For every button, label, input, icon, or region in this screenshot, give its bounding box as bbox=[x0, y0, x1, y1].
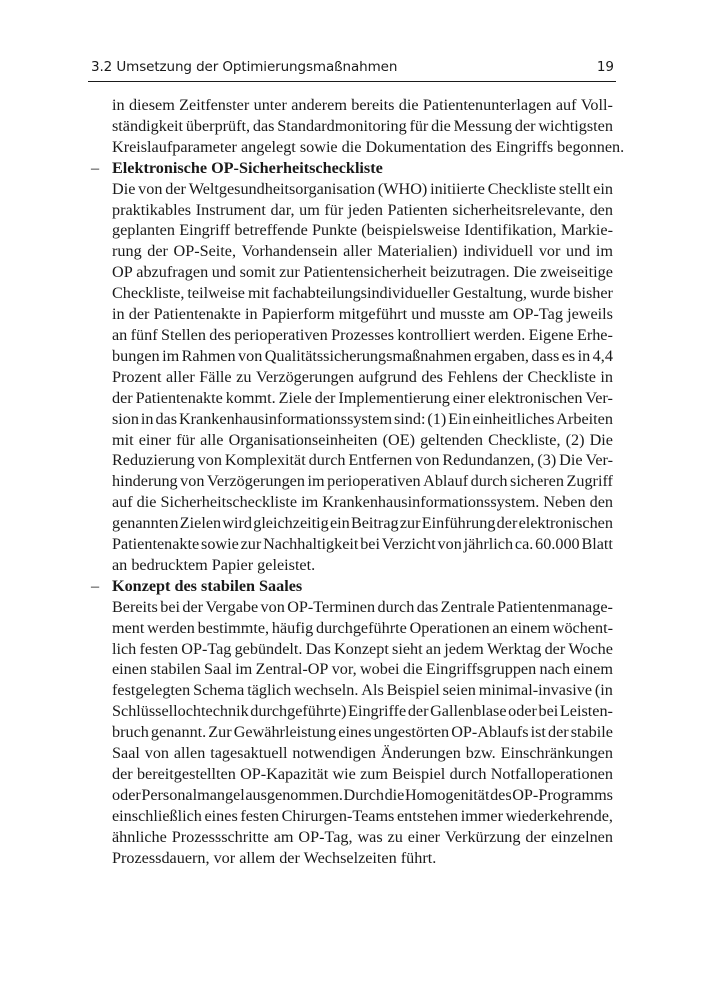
text-line: Bereits bei der Vergabe von OP-Terminen durch das Zentrale Patientenmanage- bbox=[112, 597, 613, 616]
bullet-item-heading bbox=[91, 158, 613, 179]
text-line: festgelegten Schema täglich wechseln. Als Beispiel seien minimal-invasive (in bbox=[112, 681, 613, 700]
bullet-item-paragraph bbox=[112, 597, 613, 869]
section-title: 3.2 Umsetzung der Optimierungsmaßnahmen bbox=[91, 59, 398, 75]
text-line: Prozent aller Fälle zu Verzögerungen aufgrund des Fehlens der Checkliste in bbox=[112, 367, 613, 386]
text-line: einschließlich eines festen Chirurgen-Teams entstehen immer wiederkehrende, bbox=[112, 806, 613, 825]
intro-paragraph bbox=[112, 95, 625, 158]
bullet-item-heading bbox=[91, 576, 613, 597]
bullet-dash: – bbox=[91, 576, 100, 595]
text-line: Saal von allen tagesaktuell notwendigen Änderungen bzw. Einschränkungen bbox=[112, 744, 613, 763]
bullet-list bbox=[91, 158, 613, 869]
text-line: Schlüssellochtechnik durchgeführte) Eingriffe der Gallenblase oder bei Leisten- bbox=[112, 702, 613, 721]
text-line: Die von der Weltgesundheitsorganisation (WHO) initiierte Checkliste stellt ein bbox=[112, 179, 613, 198]
text-line: praktikables Instrument dar, um für jeden Patienten sicherheitsrelevante, den bbox=[112, 200, 613, 219]
body-text bbox=[91, 95, 625, 869]
text-line: einen stabilen Saal im Zentral-OP vor, wobei die Eingriffsgruppen nach einem bbox=[112, 660, 613, 679]
bullet-item-title: Konzept des stabilen Saales bbox=[112, 576, 303, 595]
text-line: mit einer für alle Organisationseinheiten (OE) geltenden Checkliste, (2) Die bbox=[112, 430, 613, 449]
page-number: 19 bbox=[596, 59, 614, 75]
bullet-dash: – bbox=[91, 158, 100, 177]
text-line: der Patientenakte kommt. Ziele der Implementierung einer elektronischen Ver- bbox=[112, 388, 613, 407]
text-line: in diesem Zeitfenster unter anderem bereits die Patientenunterlagen auf Voll- bbox=[112, 96, 613, 114]
bullet-item-paragraph bbox=[112, 179, 613, 576]
text-line: geplanten Eingriff betreffende Punkte (beispielsweise Identifikation, Markie- bbox=[112, 221, 613, 240]
bullet-item bbox=[91, 576, 613, 869]
text-line: auf die Sicherheitscheckliste im Krankenhausinformationssystem. Neben den bbox=[112, 493, 613, 512]
text-line: OP abzufragen und somit zur Patientensicherheit beizutragen. Die zweiseitige bbox=[112, 263, 613, 282]
text-line: ment werden bestimmte, häufig durchgeführte Operationen an einem wöchent- bbox=[112, 618, 613, 637]
text-line: an fünf Stellen des perioperativen Prozesses kontrolliert werden. Eigene Erhe- bbox=[112, 325, 613, 344]
bullet-item-title: Elektronische OP-Sicherheitscheckliste bbox=[112, 158, 383, 177]
text-line: bungen im Rahmen von Qualitätssicherungsmaßnahmen ergaben, dass es in 4,4 bbox=[112, 346, 613, 365]
text-line: in der Patientenakte in Papierform mitgeführt und musste am OP-Tag jeweils bbox=[112, 305, 613, 324]
text-line: bruch genannt. Zur Gewährleistung eines ungestörten OP-Ablaufs ist der stabile bbox=[112, 723, 613, 742]
text-line: ähnliche Prozessschritte am OP-Tag, was zu einer Verkürzung der einzelnen bbox=[112, 827, 613, 846]
header-rule bbox=[88, 81, 616, 82]
text-line: sion in das Krankenhausinformationssystem sind: (1) Ein einheitliches Arbeiten bbox=[112, 409, 613, 428]
text-line: Reduzierung von Komplexität durch Entfernen von Redundanzen, (3) Die Ver- bbox=[112, 451, 613, 470]
bullet-item bbox=[91, 158, 613, 576]
text-line: hinderung von Verzögerungen im perioperativen Ablauf durch sicheren Zugriff bbox=[112, 472, 613, 491]
text-line: lich festen OP-Tag gebündelt. Das Konzept sieht an jedem Werktag der Woche bbox=[112, 639, 613, 658]
text-line: der bereitgestellten OP-Kapazität wie zum Beispiel durch Notfalloperationen bbox=[112, 765, 613, 783]
text-line: Patientenakte sowie zur Nachhaltigkeit bei Verzicht von jährlich ca. 60.000 Blatt bbox=[112, 535, 613, 554]
text-line: Checkliste, teilweise mit fachabteilungsindividueller Gestaltung, wurde bisher bbox=[112, 284, 613, 303]
text-line: an bedrucktem Papier geleistet. bbox=[112, 555, 316, 574]
text-line: Kreislaufparameter angelegt sowie die Dokumentation des Eingriffs begonnen. bbox=[112, 137, 625, 156]
text-line: Prozessdauern, vor allem der Wechselzeiten führt. bbox=[112, 848, 437, 867]
text-line: ständigkeit überprüft, das Standardmonitoring für die Messung der wichtigsten bbox=[112, 116, 613, 135]
running-header bbox=[88, 59, 616, 81]
text-line: genannten Zielen wird gleichzeitig ein Beitrag zur Einführung der elektronischen bbox=[112, 514, 613, 533]
text-line: rung der OP-Seite, Vorhandensein aller Materialien) individuell vor und im bbox=[112, 242, 613, 261]
text-line: oder Personalmangel ausgenommen. Durch die Homogenität des OP-Programms bbox=[112, 785, 613, 804]
